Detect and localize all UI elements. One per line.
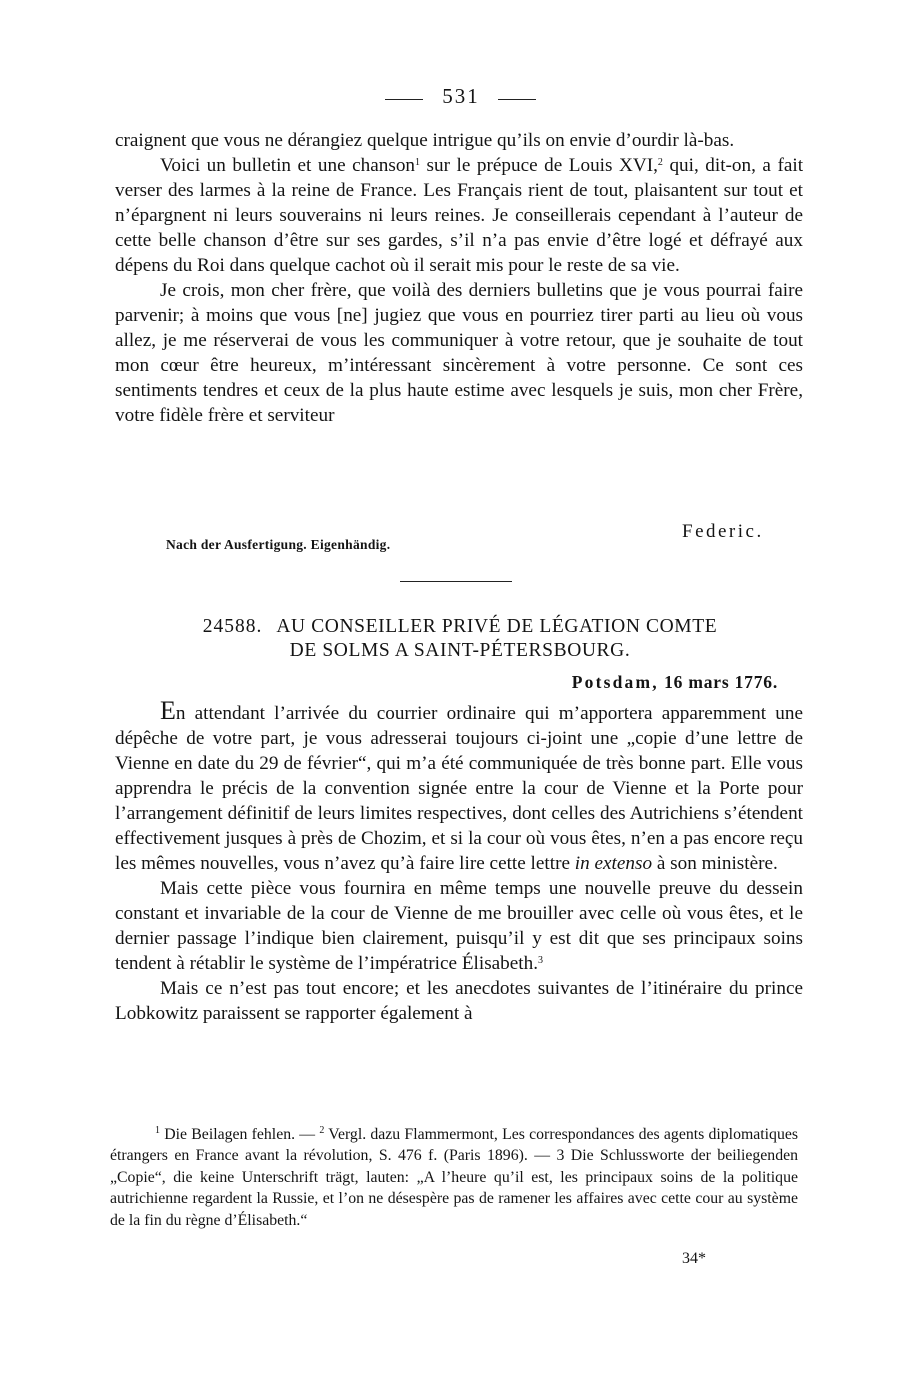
letter2-paragraph-1-part-a: n attendant l’arrivée du courrier ordinaire qui m’apportera apparemment une dépêche de votre part, je vous adresserai toujours ci-joint une „copie d’une lettre de Vienne en date du 29 de février“, qui m’a été communiquée de très bonne part. Elle vous apprendra le précis de la convention signée entre la cour de Vienne et la Porte pour l’arrangement définitif de leurs limites respectives, dont celles des Autrichiens s’étendent effectivement jusques à près de Chozim, et si la cour où vous êtes, n’en a pas encore reçu les mêmes nouvelles, vous n’avez qu’à faire lire cette lettre	[115, 703, 803, 874]
dateline-date: 16 mars 1776.	[664, 672, 778, 692]
drop-cap: E	[160, 696, 176, 725]
letter2-paragraph-2	[115, 876, 803, 976]
footnote-ref-2: 2	[657, 157, 663, 168]
letter1-paragraph-2-part-c: qui, dit-on, a fait verser des larmes à la reine de France. Les Français rient de tout, plaisantent sur tout et n’épargnent ni leurs souverains ni leurs reines. Je conseillerais cependant à l’auteur de cette belle chanson d’être sur ses gardes, s’il n’a pas envie d’être logé et défrayé aux dépens du Roi dans quelque cachot où il serait mis pour le reste de sa vie.	[115, 155, 804, 276]
page-number: 531	[442, 84, 480, 108]
letter1-paragraph-2-part-a: Voici un bulletin et une chanson	[160, 155, 416, 176]
footnote-2: Vergl. dazu Flammermont, Les correspondances des agents diplomatiques étrangers en France avant la révolution, S. 476 f. (Paris 1896). —	[110, 1126, 799, 1165]
letter1-paragraph-2	[115, 153, 803, 278]
dateline	[115, 672, 778, 693]
letter1-body	[115, 128, 803, 428]
letter1-paragraph-3	[115, 278, 803, 428]
source-note: Nach der Ausfertigung. Eigenhändig.	[166, 537, 391, 552]
letter-title-line-1	[140, 615, 780, 639]
letter1-paragraph-1: craignent que vous ne dérangiez quelque intrigue qu’ils on envie d’ourdir là-bas.	[115, 130, 735, 151]
header-rule-left	[385, 99, 423, 100]
letter1-paragraph-3-text: Je crois, mon cher frère, que voilà des derniers bulletins que je vous pourrai faire parvenir; à moins que vous [ne] jugiez que vous en pourriez tirer parti au lieu où vous allez, je me réserverai de vous les communiquer à votre retour, que je souhaite de tout mon cœur être heureux, m’intéressant sincèrement à votre personne. Ce sont ces sentiments tendres et ceux de la plus haute estime avec lesquels je suis, mon cher Frère, votre fidèle frère et serviteur	[115, 280, 803, 426]
footnote-block	[110, 1124, 798, 1231]
section-divider	[400, 581, 512, 582]
page-header	[0, 84, 900, 114]
header-rule-right	[498, 99, 536, 100]
letter-number: 24588.	[202, 616, 263, 637]
letter2-body	[115, 698, 803, 1026]
letter-title	[140, 615, 780, 663]
signature: Federic.	[682, 521, 764, 542]
letter2-paragraph-3: Mais ce n’est pas tout encore; et les anecdotes suivantes de l’itinéraire du prince Lobkowitz paraissent se rapporter également à	[115, 978, 803, 1024]
italic-phrase: in extenso	[574, 853, 653, 874]
footnote-1: Die Beilagen fehlen. —	[164, 1126, 316, 1143]
letter-title-text-1: AU CONSEILLER PRIVÉ DE LÉGATION COMTE	[276, 616, 718, 637]
letter2-paragraph-1-part-b: à son ministère.	[656, 853, 778, 874]
footnote-2-mark: 2	[319, 1125, 325, 1136]
letter1-paragraph-2-part-b: sur le prépuce de Louis XVI,	[426, 155, 658, 176]
letter2-paragraph-2-text: Mais cette pièce vous fournira en même temps une nouvelle preuve du dessein constant et invariable de la cour de Vienne de me brouiller avec celle où vous êtes, et le dernier passage l’indique bien clairement, puisqu’il y est dit que ses principaux soins tendent à rétablir le système de l’impératrice Élisabeth.	[115, 878, 803, 974]
sheet-signature: 34*	[682, 1250, 706, 1267]
footnote-ref-3: 3	[538, 955, 544, 966]
dateline-place: Potsdam,	[571, 672, 659, 692]
footnote-1-mark: 1	[155, 1125, 160, 1136]
footnote-3: 3 Die Schlussworte der beiliegenden „Copie“, die keine Unterschrift trägt, lauten: „A l’heure qu’il est, les principaux soins de la politique autrichienne regardent la Russie, et l’on ne désespère pas de ramener les affaires avec cette cour au système de la fin du règne d’Élisabeth.“	[110, 1147, 799, 1229]
footnotes	[110, 1124, 798, 1231]
footnote-ref-1: 1	[415, 157, 421, 168]
letter-title-line-2: DE SOLMS A SAINT-PÉTERSBOURG.	[289, 640, 631, 661]
letter2-paragraph-1	[115, 698, 803, 876]
